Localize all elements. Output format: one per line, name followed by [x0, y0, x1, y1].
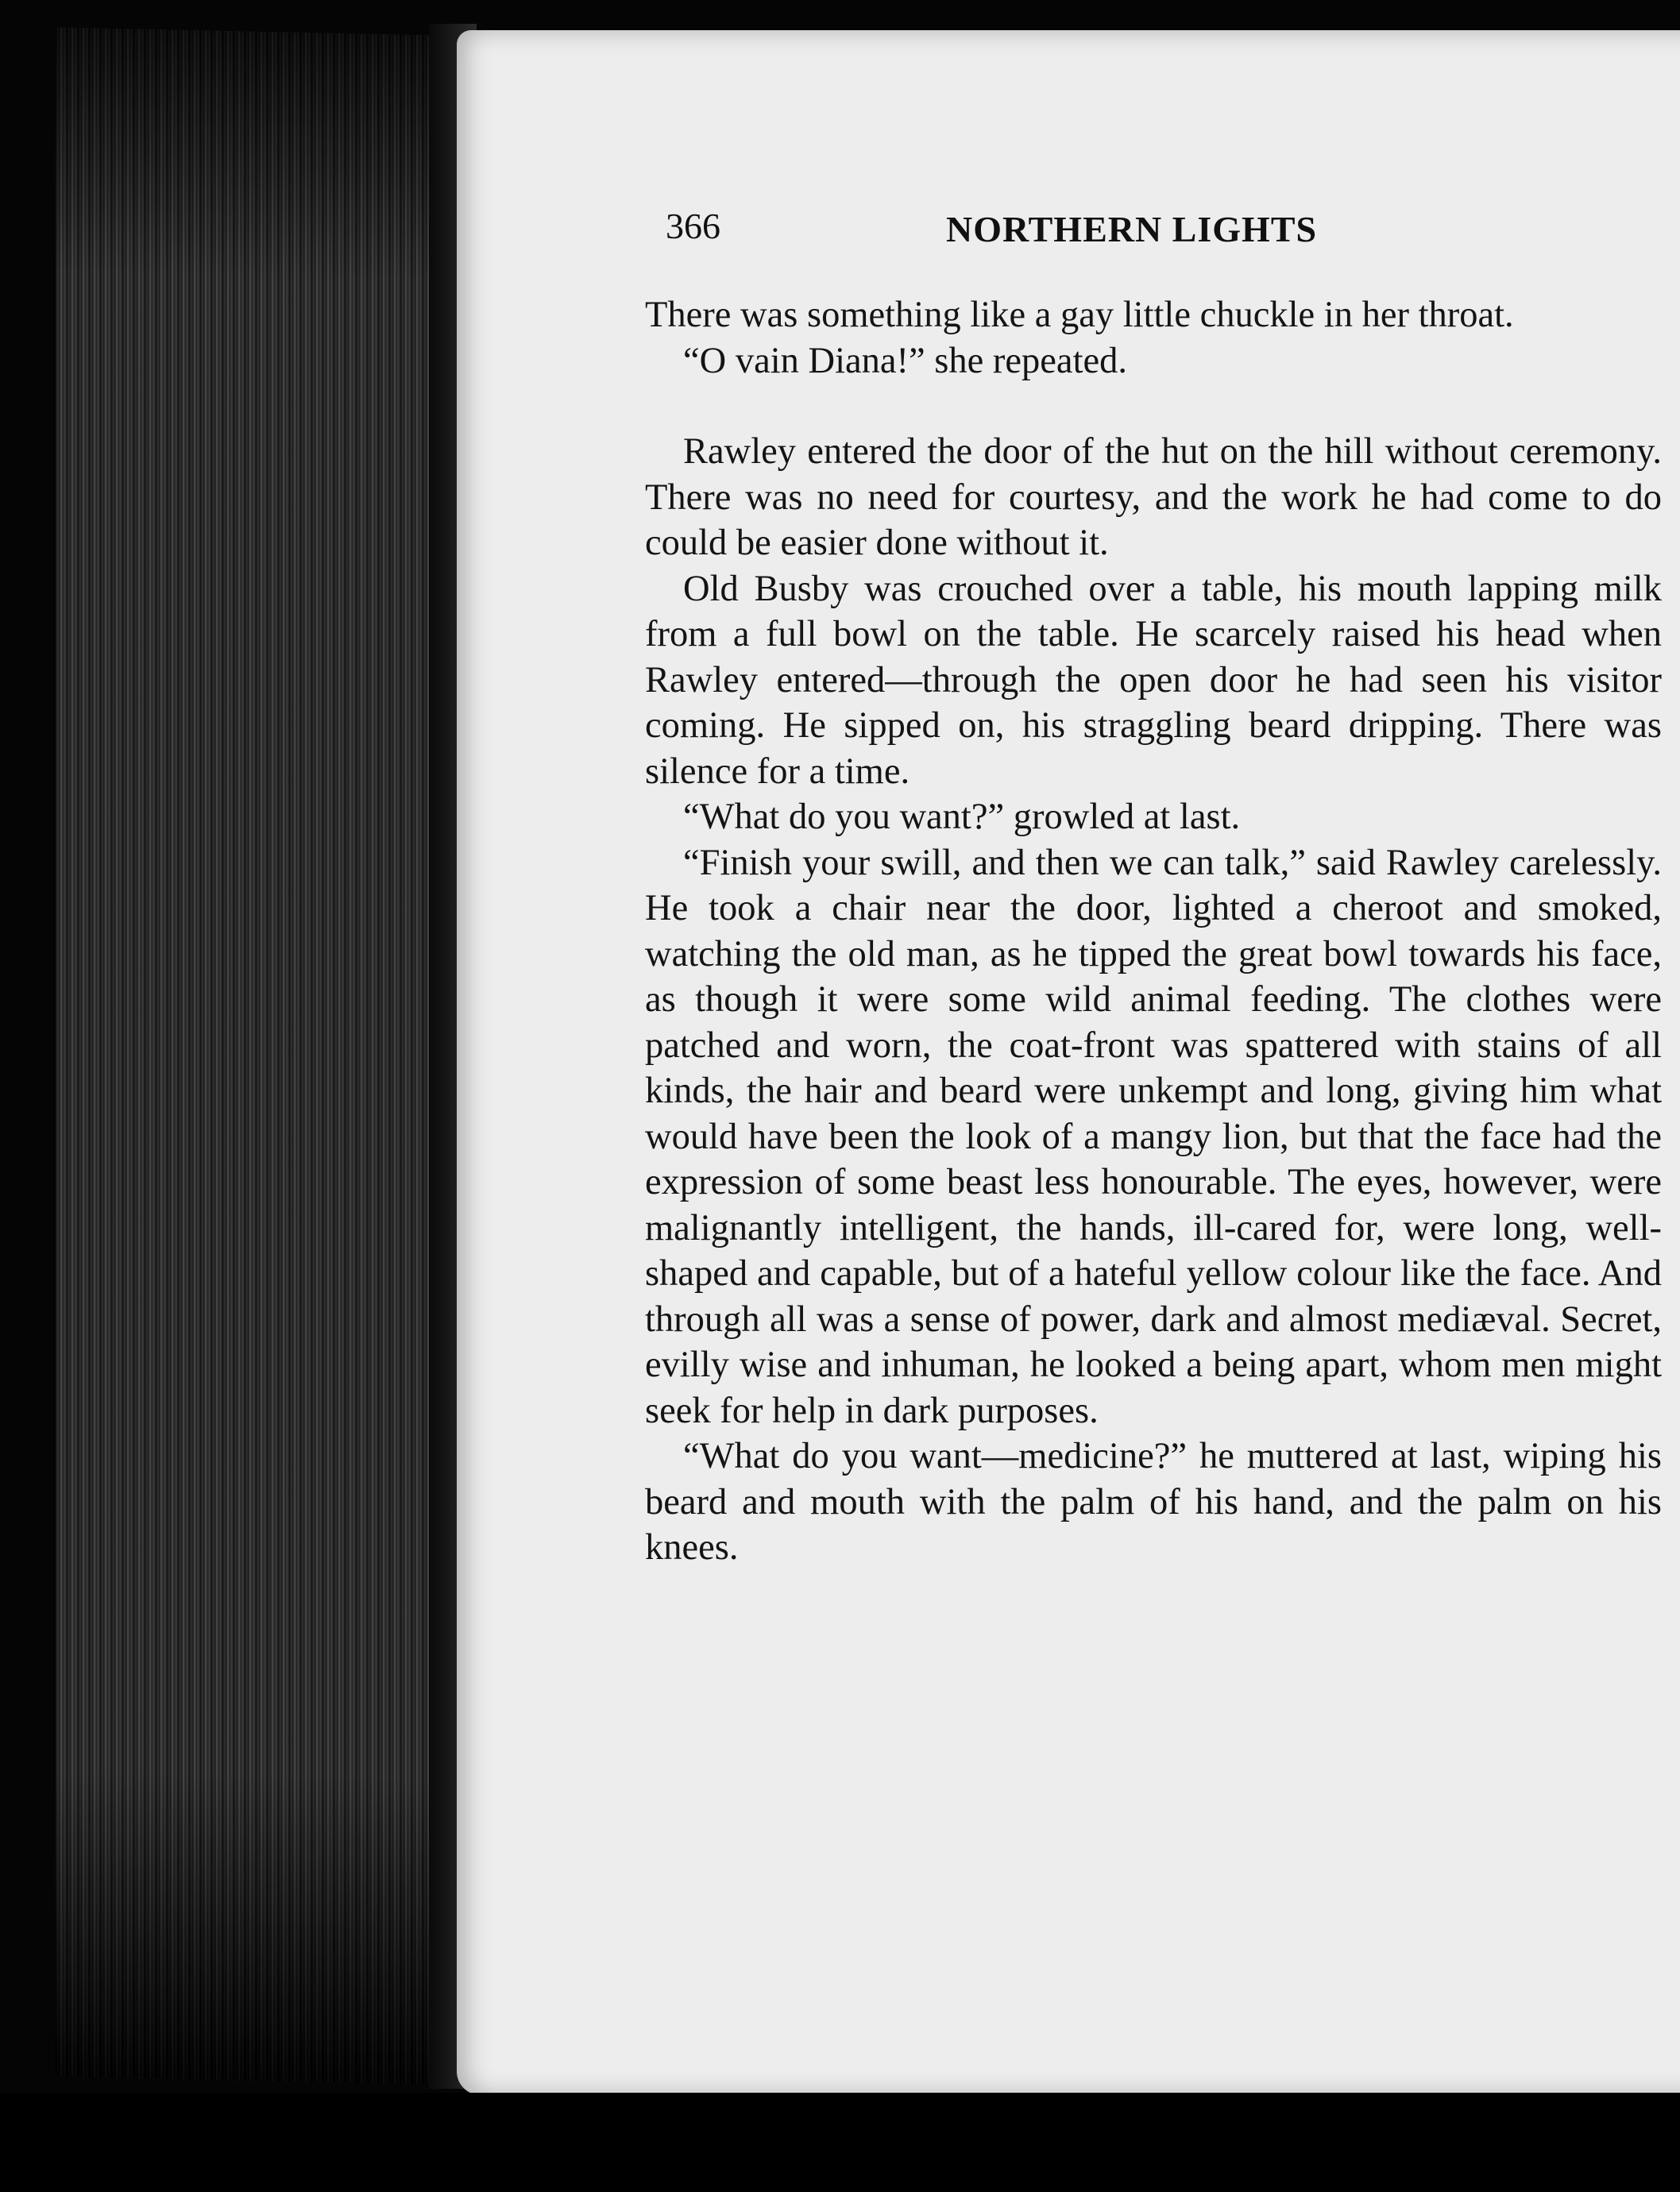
- bottom-edge: [0, 2093, 1680, 2192]
- running-head: NORTHERN LIGHTS: [946, 209, 1318, 249]
- paragraph: “O vain Diana!” she repeated.: [683, 340, 1127, 381]
- paragraph: “What do you want?” growled at last.: [683, 797, 1241, 837]
- paragraph: “Finish your swill, and then we can talk,” said Rawley carelessly. He took a chair near the door, lighted a cheroot and smoked, watching the old man, as he tipped the great bowl towards his face, as though it were some wild animal feeding. The clothes were patched and worn, the coat-front was spattered with stains of all kinds, the hair and beard were unkempt and long, giving him what would have been the look of a mangy lion, but that the face had the expression of some beast less honourable. The eyes, however, were malignantly intelligent, the hands, ill-cared for, were long, well-shaped and capable, but of a hateful yellow colour like the face. And through all was a sense of power, dark and almost mediæval. Secret, evilly wise and inhuman, he looked a being apart, whom men might seek for help in dark purposes.: [645, 842, 1662, 1431]
- paragraph: There was something like a gay little chuckle in her throat.: [645, 295, 1514, 335]
- page-number: 366: [666, 206, 720, 246]
- paragraph: “What do you want—medicine?” he muttered at last, wiping his beard and mouth with the palm of his hand, and the palm on his knees.: [645, 1436, 1662, 1568]
- paragraph: Old Busby was crouched over a table, his mouth lapping milk from a full bowl on the table. He scarcely raised his head when Rawley entered—through the open door he had seen his visitor coming. He sipped on, his straggling beard dripping. There was silence for a time.: [645, 568, 1662, 792]
- body-text: [645, 292, 1662, 1571]
- page-fore-edge: [56, 28, 469, 2086]
- page-header: [666, 205, 1381, 268]
- paragraph: Rawley entered the door of the hut on the hill without ceremony. There was no need for courtesy, and the work he had come to do could be easier done without it.: [645, 431, 1662, 563]
